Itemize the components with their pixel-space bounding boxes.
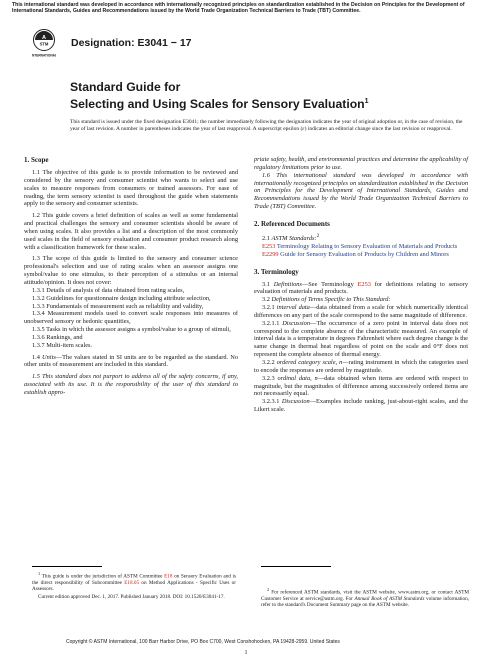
- title-footnote-mark: 1: [364, 97, 369, 105]
- footnote-1: $^1$ This guide is under the jurisdiction of ASTM Committee E18 on Sensory Evaluation and is the direct responsibility of Subcommittee E18.05 on Method Applications - Specific Uses or Assessors. Current edition approved Dec. 1, 2017. Published January 2018. DOI: 10.1520/E3041-17.: [32, 571, 236, 600]
- paragraph-1-3-2: 1.3.2 Guidelines for questionnaire design including attribute selection,: [32, 294, 211, 302]
- paragraph-1-3-6: 1.3.6 Rankings, and: [32, 333, 83, 341]
- paragraph-2-1: 2.1 ASTM Standards:$^2$: [262, 232, 320, 243]
- paragraph-1-5: 1.5 This standard does not purport to address all of the safety concerns, if any, associated with its use. It is the responsibility of the user of this standard to establish appro-: [24, 373, 238, 396]
- paragraph-1-6: 1.6 This international standard was developed in accordance with internationally recognized principles on standardization established in the Decision on Principles for the Development of International Standards, Guides and Recommendations issued by the World Trade Organization Technical Barriers to Trade (TBT) Committee.: [254, 171, 468, 211]
- paragraph-3-2-2: 3.2.2 ordered category scale, n—rating instrument in which the categories used to encode the responses are ordered by magnitude.: [254, 358, 469, 374]
- reference-link-e2299[interactable]: E2299: [262, 250, 279, 258]
- footnote-2: $^2$ For referenced ASTM standards, visit the ASTM website, www.astm.org, or contact ASTM Customer Service at service@astm.org. For Annual Book of ASTM Standards volume information, refer to the standard's Document Summary page on the ASTM website.: [261, 587, 469, 609]
- paragraph-1-3-5: 1.3.5 Tasks in which the assessor assigns a symbol/value to a group of stimuli,: [32, 326, 231, 334]
- svg-text:A: A: [42, 35, 46, 41]
- terminology-link-e253[interactable]: E253: [357, 280, 371, 288]
- reference-title-e2299[interactable]: Guide for Sensory Evaluation of Products by Children and Minors: [280, 250, 449, 258]
- svg-text:STM: STM: [39, 41, 49, 47]
- section-heading-terminology: 3. Terminology: [254, 267, 299, 276]
- paragraph-1-3-3: 1.3.3 Fundamentals of measurement such as reliability and validity,: [32, 302, 204, 310]
- section-heading-scope: 1. Scope: [24, 156, 49, 164]
- paragraph-3-1: 3.1 Definitions—See Terminology E253 for definitions relating to sensory evaluation of materials and products.: [254, 280, 468, 296]
- paragraph-3-2: 3.2 Definitions of Terms Specific to This Standard:: [262, 296, 391, 304]
- footnote-divider-right: [261, 566, 331, 567]
- paragraph-1-3: 1.3 The scope of this guide is limited to the sensory and consumer science professional's selection and use of rating scales when an assessor assigns one symbol/value to one stimulus, to their perception of a stimulus or an internal attitude/opinion. It does not cover:: [24, 255, 238, 286]
- paragraph-1-2: 1.2 This guide covers a brief definition of scales as well as some fundamental and practical challenges the sensory and consumer scientists should be aware of when using scales. It also provides a list and a description of the most commonly used scales in the field of sensory evaluation and consumer product research along with a classification framework for these scales.: [24, 212, 238, 251]
- paragraph-3-2-3-1: 3.2.3.1 Discussion—Examples include ranking, just-about-right scales, and the Likert scale.: [254, 398, 469, 414]
- svg-text:INTERNATIONAL: INTERNATIONAL: [32, 53, 56, 58]
- paragraph-1-5-continued: priate safety, health, and environmental practices and determine the applicability of regulatory limitations prior to use.: [254, 156, 468, 171]
- title-line-2: Selecting and Using Scales for Sensory Evaluation$^1$: [70, 96, 369, 111]
- paragraph-3-2-1-1: 3.2.1.1 Discussion—The occurrence of a zero point in interval data does not correspond to the complete absence of the characteristic measured. An example of interval data is a temperature in degrees Fahrenheit where each degree change is the same change in thermal heat regardless of point on the scale and 0°F does not represent the complete absence of thermal energy.: [254, 319, 469, 359]
- copyright-line: Copyright © ASTM International, 100 Barr Harbor Drive, PO Box C700, West Conshohocken, PA 19428-2959. United States: [66, 639, 340, 645]
- issued-note: This standard is issued under the fixed designation E3041; the number immediately following the designation indicates the year of original adoption or, in the case of revision, the year of last revision. A number in parentheses indicates the year of last reapproval. A superscript epsilon (ε) indicates an editorial change since the last revision or reapproval.: [70, 119, 463, 132]
- paragraph-3-2-1: 3.2.1 interval data—data obtained from a scale for which numerically identical differences on any part of the scale correspond to the same magnitude of difference.: [254, 304, 468, 319]
- paragraph-1-3-4: 1.3.4 Measurement models used to convert scale responses into measures of unobserved sensory or hedonic quantities,: [24, 310, 238, 326]
- footnote-1-edition: Current edition approved Dec. 1, 2017. Published January 2018. DOI: 10.1520/E3041-17.: [38, 593, 225, 600]
- designation: Designation: E3041 − 17: [71, 37, 192, 49]
- paragraph-1-3-7: 1.3.7 Multi-item scales.: [32, 341, 93, 349]
- astm-logo-icon: [32, 29, 56, 59]
- document-title: [70, 80, 470, 111]
- paragraph-3-2-3: 3.2.3 ordinal data, n—data obtained when items are ordered with respect to magnitude, but the magnitudes of difference among successively ordered items are not necessarily equal.: [254, 374, 469, 398]
- reference-link-e253[interactable]: E253: [262, 242, 276, 250]
- section-heading-referenced-documents: 2. Referenced Documents: [254, 219, 330, 228]
- page-number: 1: [244, 650, 248, 656]
- right-column: [254, 156, 468, 414]
- wto-notice: This international standard was developed in accordance with internationally recognized principles on standardization established in the Decision on Principles for the Development of International Standards, Guides and Recommendations issued by the World Trade Organization Technical Barriers to Trade (TBT) Committee.: [12, 2, 465, 15]
- committee-link-e18[interactable]: E18: [164, 573, 173, 580]
- reference-e253: [254, 243, 468, 251]
- title-line-1: Standard Guide for: [70, 80, 181, 94]
- reference-title-e253[interactable]: Terminology Relating to Sensory Evaluation of Materials and Products: [276, 242, 458, 250]
- subcommittee-link-e18-05[interactable]: E18.05: [124, 580, 140, 587]
- paragraph-1-3-1: 1.3.1 Details of analysis of data obtained from rating scales,: [32, 286, 185, 294]
- left-column: [24, 156, 238, 397]
- paragraph-1-4: 1.4 Units—The values stated in SI units are to be regarded as the standard. No other units of measurement are included in this standard.: [24, 353, 239, 369]
- paragraph-1-1: 1.1 The objective of this guide is to provide information to be reviewed and considered by the sensory and consumer scientist who wants to select and use scales to measure responses from consumers or trained assessors. For ease of reading, the term sensory scientist is used throughout the guide when statements apply to the sensory and consumer scientists.: [24, 169, 238, 208]
- reference-e2299: [254, 251, 468, 259]
- footnote-divider-left: [32, 566, 102, 567]
